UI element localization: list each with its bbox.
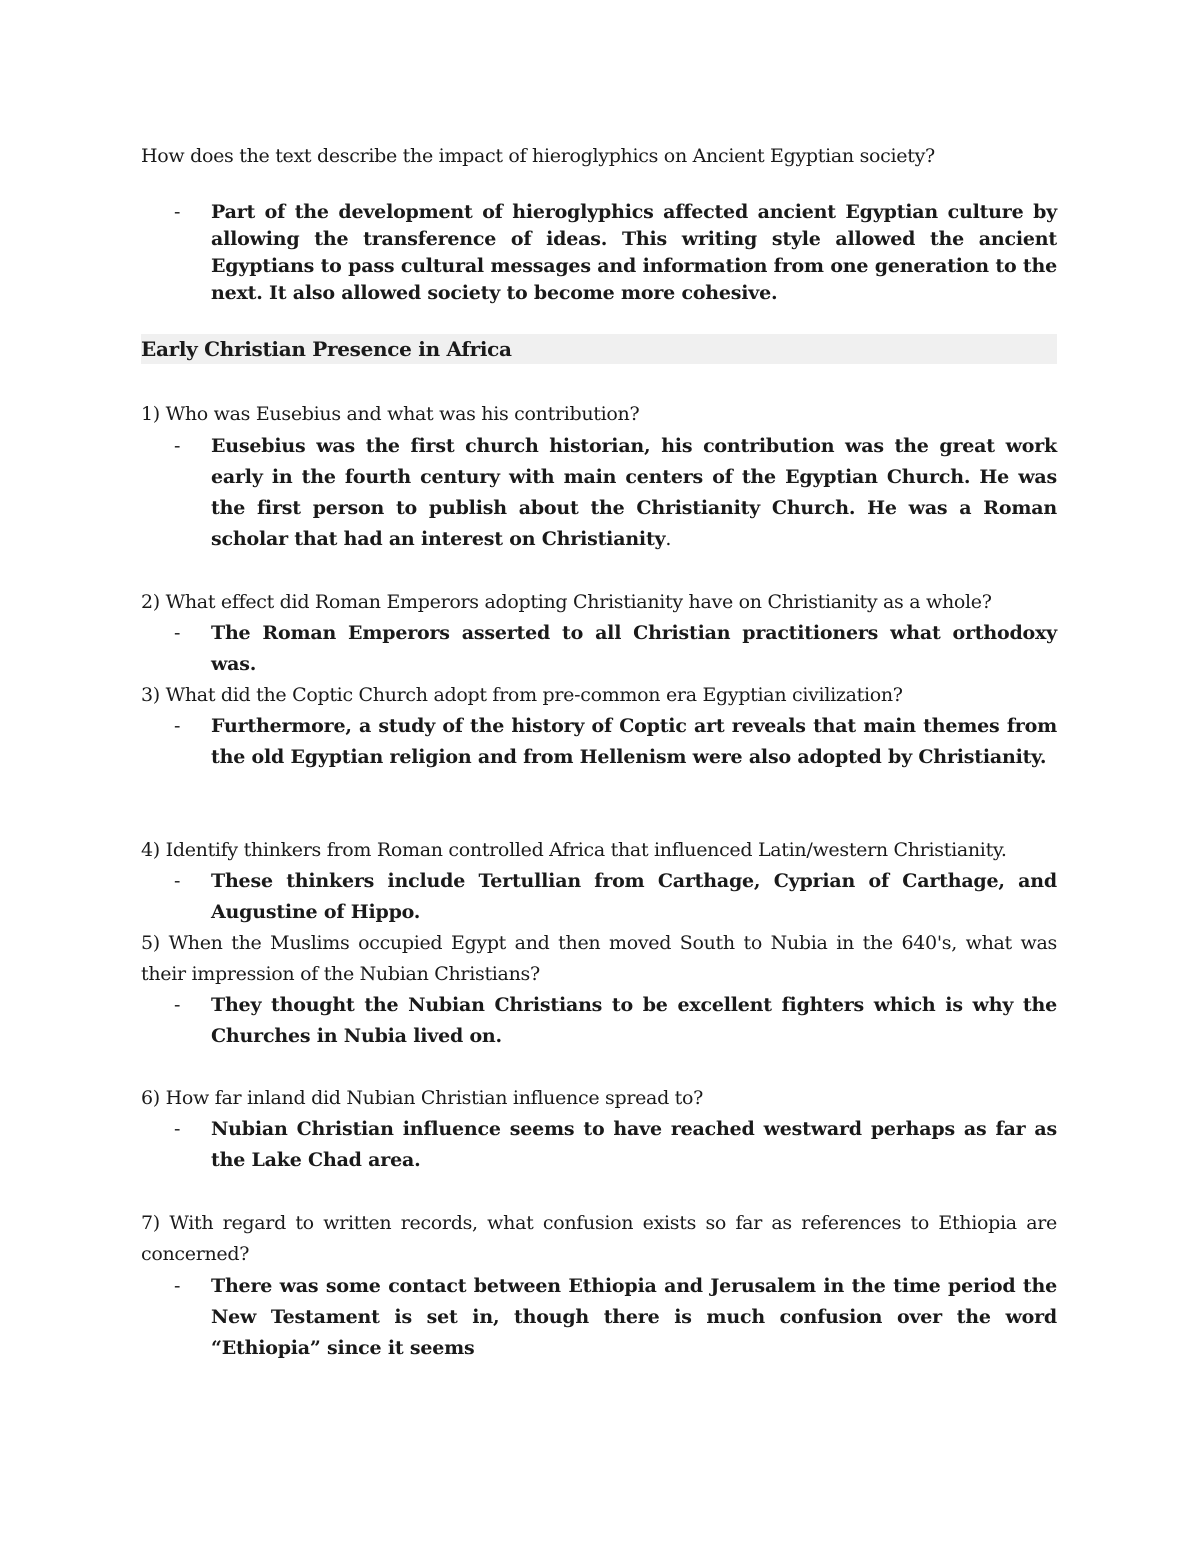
bullet-dash: - — [174, 622, 181, 644]
bullet-dash: - — [174, 435, 181, 457]
answer-2 — [141, 618, 1057, 680]
question-7: 7) With regard to written records, what confusion exists so far as references to Ethiopia are concerned? — [141, 1212, 1057, 1265]
answer-text: These thinkers include Tertullian from Carthage, Cyprian of Carthage, and Augustine of Hippo. — [211, 870, 1057, 923]
answer-7 — [141, 1271, 1057, 1364]
answer-text: They thought the Nubian Christians to be excellent fighters which is why the Churches in Nubia lived on. — [211, 994, 1057, 1047]
answer-4 — [141, 866, 1057, 928]
question-3: 3) What did the Coptic Church adopt from pre-common era Egyptian civilization? — [141, 684, 903, 706]
answer-text — [211, 431, 1057, 555]
bullet-dash: - — [174, 201, 181, 223]
question-4: 4) Identify thinkers from Roman controlled Africa that influenced Latin/western Christianity. — [141, 839, 1007, 861]
question-1: 1) Who was Eusebius and what was his contribution? — [141, 403, 640, 425]
bullet-dash: - — [174, 715, 181, 737]
answer-text: Part of the development of hieroglyphics affected ancient Egyptian culture by allowing the transference of ideas. This writing style allowed the ancient Egyptians to pass cultural messages and information from one generation to the next. It also allowed society to become more cohesive. — [211, 201, 1057, 304]
answer-text: Nubian Christian influence seems to have reached westward perhaps as far as the Lake Chad area. — [211, 1118, 1057, 1171]
question-5: 5) When the Muslims occupied Egypt and then moved South to Nubia in the 640's, what was their impression of the Nubian Christians? — [141, 932, 1057, 985]
answer-text: There was some contact between Ethiopia and Jerusalem in the time period the New Testament is set in, though there is much confusion over the word “Ethiopia” since it seems — [211, 1275, 1057, 1359]
question-2: 2) What effect did Roman Emperors adopting Christianity have on Christianity as a whole? — [141, 591, 992, 613]
answer-text: The Roman Emperors asserted to all Christian practitioners what orthodoxy was. — [211, 622, 1057, 675]
bullet-dash: - — [174, 870, 181, 892]
answer-text-end: . — [665, 528, 672, 550]
bullet-dash: - — [174, 994, 181, 1016]
intro-question: How does the text describe the impact of hieroglyphics on Ancient Egyptian society? — [141, 145, 935, 167]
bullet-dash: - — [174, 1118, 181, 1140]
section-heading: Early Christian Presence in Africa — [141, 334, 1057, 364]
answer-5 — [141, 990, 1057, 1052]
bullet-dash: - — [174, 1275, 181, 1297]
question-6: 6) How far inland did Nubian Christian influence spread to? — [141, 1087, 704, 1109]
answer-3 — [141, 711, 1057, 773]
intro-answer — [141, 199, 1057, 307]
answer-6 — [141, 1114, 1057, 1176]
answer-text-body: Eusebius was the first church historian, his contribution was the great work early in the fourth century with main centers of the Egyptian Church. He was the first person to publish about the Christianity Church. He was a Roman scholar that had an interest on Christianity — [211, 435, 1057, 550]
answer-1 — [141, 431, 1057, 555]
answer-text: Furthermore, a study of the history of Coptic art reveals that main themes from the old Egyptian religion and from Hellenism were also adopted by Christianity. — [211, 715, 1057, 768]
